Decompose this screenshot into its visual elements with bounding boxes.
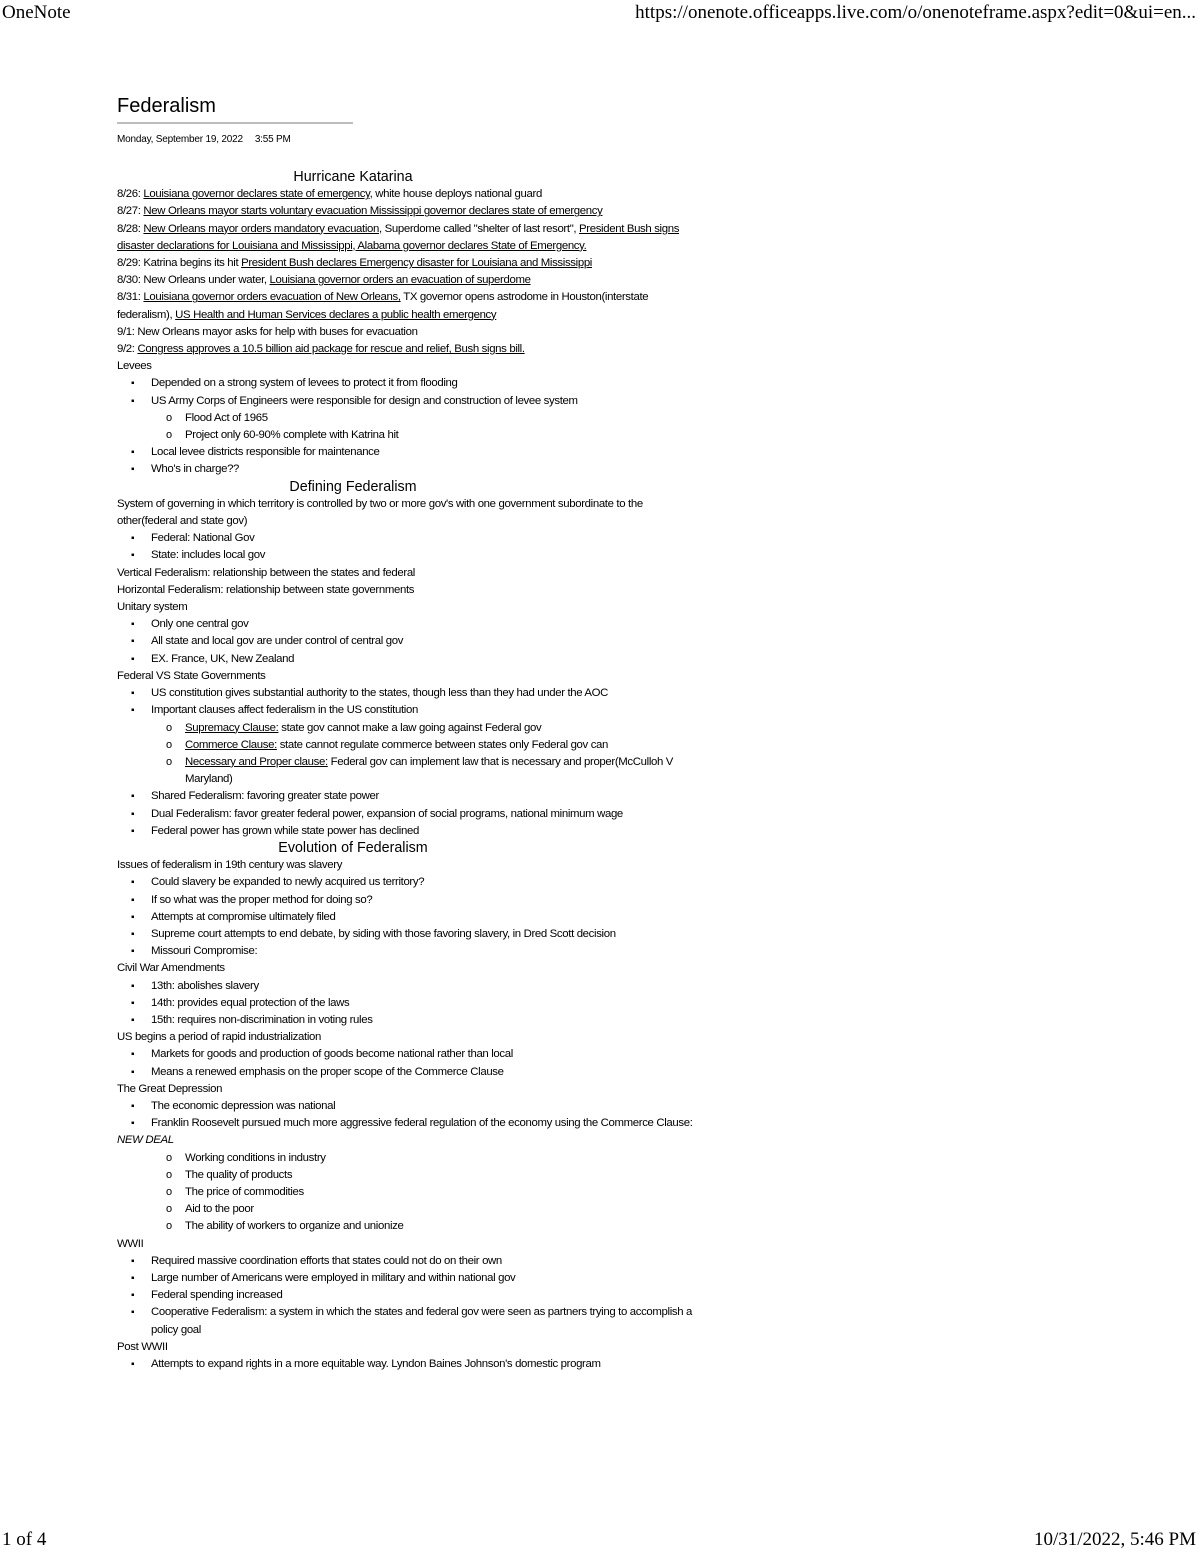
definition-text: System of governing in which territory is controlled by two or more gov's with one government subordinate to the other(federal and state gov) (117, 497, 643, 528)
timeline-entry: 9/2: Congress approves a 10.5 billion aid package for rescue and relief, Bush signs bill. (117, 343, 525, 356)
list-item: ▪ Required massive coordination efforts that states could not do on their own (117, 1253, 697, 1270)
definition-list (117, 530, 717, 564)
list-item: ▪ Local levee districts responsible for maintenance (117, 444, 697, 461)
subheading-wwii: WWII (117, 1237, 144, 1250)
list-item: ▪ Federal power has grown while state power has declined (117, 823, 697, 840)
page-url: https://onenote.officeapps.live.com/o/onenoteframe.aspx?edit=0&ui=en... (635, 2, 1196, 23)
post-wwii-list (117, 1356, 697, 1373)
list-item: ▪ Means a renewed emphasis on the proper scope of the Commerce Clause (117, 1064, 697, 1081)
title-underline (117, 122, 353, 124)
list-item: o Flood Act of 1965 (117, 410, 697, 427)
section-heading-evolution: Evolution of Federalism (278, 839, 428, 856)
section-heading-katrina: Hurricane Katarina (293, 169, 413, 185)
list-item: ▪ State: includes local gov (117, 547, 717, 564)
page-counter: 1 of 4 (2, 1529, 47, 1550)
subheading-great-depression: The Great Depression (117, 1082, 223, 1095)
list-item: ▪ Franklin Roosevelt pursued much more aggressive federal regulation of the economy using the Commerce Clause: (117, 1115, 697, 1132)
list-item: o Aid to the poor (117, 1201, 717, 1218)
subheading-levees: Levees (117, 360, 152, 373)
list-item: ▪ Dual Federalism: favor greater federal power, expansion of social programs, national minimum wage (117, 806, 697, 823)
list-item: ▪ Federal: National Gov (117, 530, 717, 547)
list-item: ▪ Missouri Compromise: (117, 943, 697, 960)
subheading-unitary: Unitary system (117, 601, 188, 614)
list-item: ▪ 15th: requires non-discrimination in voting rules (117, 1012, 717, 1029)
list-item: ▪ Cooperative Federalism: a system in which the states and federal gov were seen as partners trying to accomplish a policy goal (117, 1304, 697, 1338)
note-date: Monday, September 19, 2022 (117, 134, 243, 145)
subheading-federal-vs-state: Federal VS State Governments (117, 669, 266, 682)
timeline-entry: 8/30: New Orleans under water, Louisiana governor orders an evacuation of superdome (117, 274, 531, 287)
depression-list (117, 1098, 697, 1132)
subheading-post-wwii: Post WWII (117, 1340, 168, 1353)
list-item: ▪ US Army Corps of Engineers were responsible for design and construction of levee system o Flood Act of 1965 o Project only 60-90% complete with Katrina hit (117, 393, 697, 445)
issues-list (117, 874, 697, 960)
list-item: ▪ Large number of Americans were employed in military and within national gov (117, 1270, 697, 1287)
list-item: ▪ Could slavery be expanded to newly acquired us territory? (117, 874, 697, 891)
subheading-new-deal: NEW DEAL (117, 1134, 174, 1147)
subheading-issues: Issues of federalism in 19th century was slavery (117, 859, 343, 872)
amendments-list (117, 978, 717, 1030)
page-title: Federalism (117, 95, 216, 117)
list-item: ▪ US constitution gives substantial authority to the states, though less than they had under the AOC (117, 685, 697, 702)
list-item: ▪ The economic depression was national (117, 1098, 697, 1115)
list-item: o Working conditions in industry (117, 1150, 717, 1167)
list-item: ▪ If so what was the proper method for doing so? (117, 892, 697, 909)
timeline-entry: 8/27: New Orleans mayor starts voluntary evacuation Mississippi governor declares state of emergency (117, 205, 603, 218)
list-item: o Commerce Clause: state cannot regulate commerce between states only Federal gov can (117, 737, 697, 754)
list-item: ▪ Who's in charge?? (117, 461, 697, 478)
list-item: ▪ Only one central gov (117, 616, 717, 633)
vertical-federalism: Vertical Federalism: relationship between the states and federal (117, 566, 415, 579)
note-datetime (117, 133, 717, 147)
list-item: o The quality of products (117, 1167, 717, 1184)
timeline-entry: 8/29: Katrina begins its hit President Bush declares Emergency disaster for Louisiana and Mississippi (117, 257, 592, 270)
subheading-industrialization: US begins a period of rapid industrialization (117, 1031, 321, 1044)
section-heading-defining: Defining Federalism (289, 478, 417, 495)
list-item: ▪ All state and local gov are under control of central gov (117, 633, 717, 650)
timeline-entry: 8/26: Louisiana governor declares state of emergency, white house deploys national guard (117, 188, 542, 201)
app-name: OneNote (2, 2, 71, 23)
list-item: o Necessary and Proper clause: Federal gov can implement law that is necessary and proper(McCulloh V Maryland) (117, 754, 697, 788)
federal-vs-state-list (117, 685, 697, 840)
list-item: ▪ Attempts to expand rights in a more equitable way. Lyndon Baines Johnson's domestic program (117, 1356, 697, 1373)
unitary-list (117, 616, 717, 668)
list-item: ▪ Important clauses affect federalism in the US constitution o Supremacy Clause: state gov cannot make a law going against Federal gov o Commerce Clause: state cannot regulate commerce between states only Federal gov can o Necessary and Proper clause: Federal gov can implement law that is necessary and proper(McCulloh V Maryland) (117, 702, 697, 788)
list-item: ▪ Shared Federalism: favoring greater state power (117, 788, 697, 805)
note-content (117, 169, 717, 1373)
list-item: ▪ EX. France, UK, New Zealand (117, 651, 717, 668)
subheading-civil-war: Civil War Amendments (117, 962, 225, 975)
list-item: ▪ 14th: provides equal protection of the laws (117, 995, 717, 1012)
list-item: ▪ Depended on a strong system of levees to protect it from flooding (117, 375, 697, 392)
print-timestamp: 10/31/2022, 5:46 PM (1033, 1529, 1196, 1550)
list-item: ▪ Supreme court attempts to end debate, by siding with those favoring slavery, in Dred Scott decision (117, 926, 697, 943)
levees-list (117, 375, 697, 478)
timeline-entry: 8/31: Louisiana governor orders evacuation of New Orleans, TX governor opens astrodome in Houston(interstate federalism), US Health and Human Services declares a public health emergency (117, 291, 649, 321)
industrialization-list (117, 1046, 697, 1080)
list-item: ▪ Markets for goods and production of goods become national rather than local (117, 1046, 697, 1063)
list-item: o The ability of workers to organize and unionize (117, 1218, 717, 1235)
list-item: o The price of commodities (117, 1184, 717, 1201)
list-item: ▪ 13th: abolishes slavery (117, 978, 717, 995)
new-deal-list (117, 1150, 717, 1236)
timeline-entry: 8/28: New Orleans mayor orders mandatory evacuation, Superdome called "shelter of last resort", President Bush signs disaster declarations for Louisiana and Mississippi, Alabama governor declares State of Emergency. (117, 222, 680, 252)
list-item: o Supremacy Clause: state gov cannot make a law going against Federal gov (117, 720, 697, 737)
list-item: ▪ Attempts at compromise ultimately filed (117, 909, 697, 926)
timeline-entry: 9/1: New Orleans mayor asks for help with buses for evacuation (117, 325, 418, 338)
list-item: o Project only 60-90% complete with Katrina hit (117, 427, 697, 444)
list-item: ▪ Federal spending increased (117, 1287, 697, 1304)
note-time: 3:55 PM (254, 134, 291, 145)
horizontal-federalism: Horizontal Federalism: relationship between state governments (117, 583, 415, 596)
wwii-list (117, 1253, 697, 1339)
note-page (117, 92, 717, 1373)
